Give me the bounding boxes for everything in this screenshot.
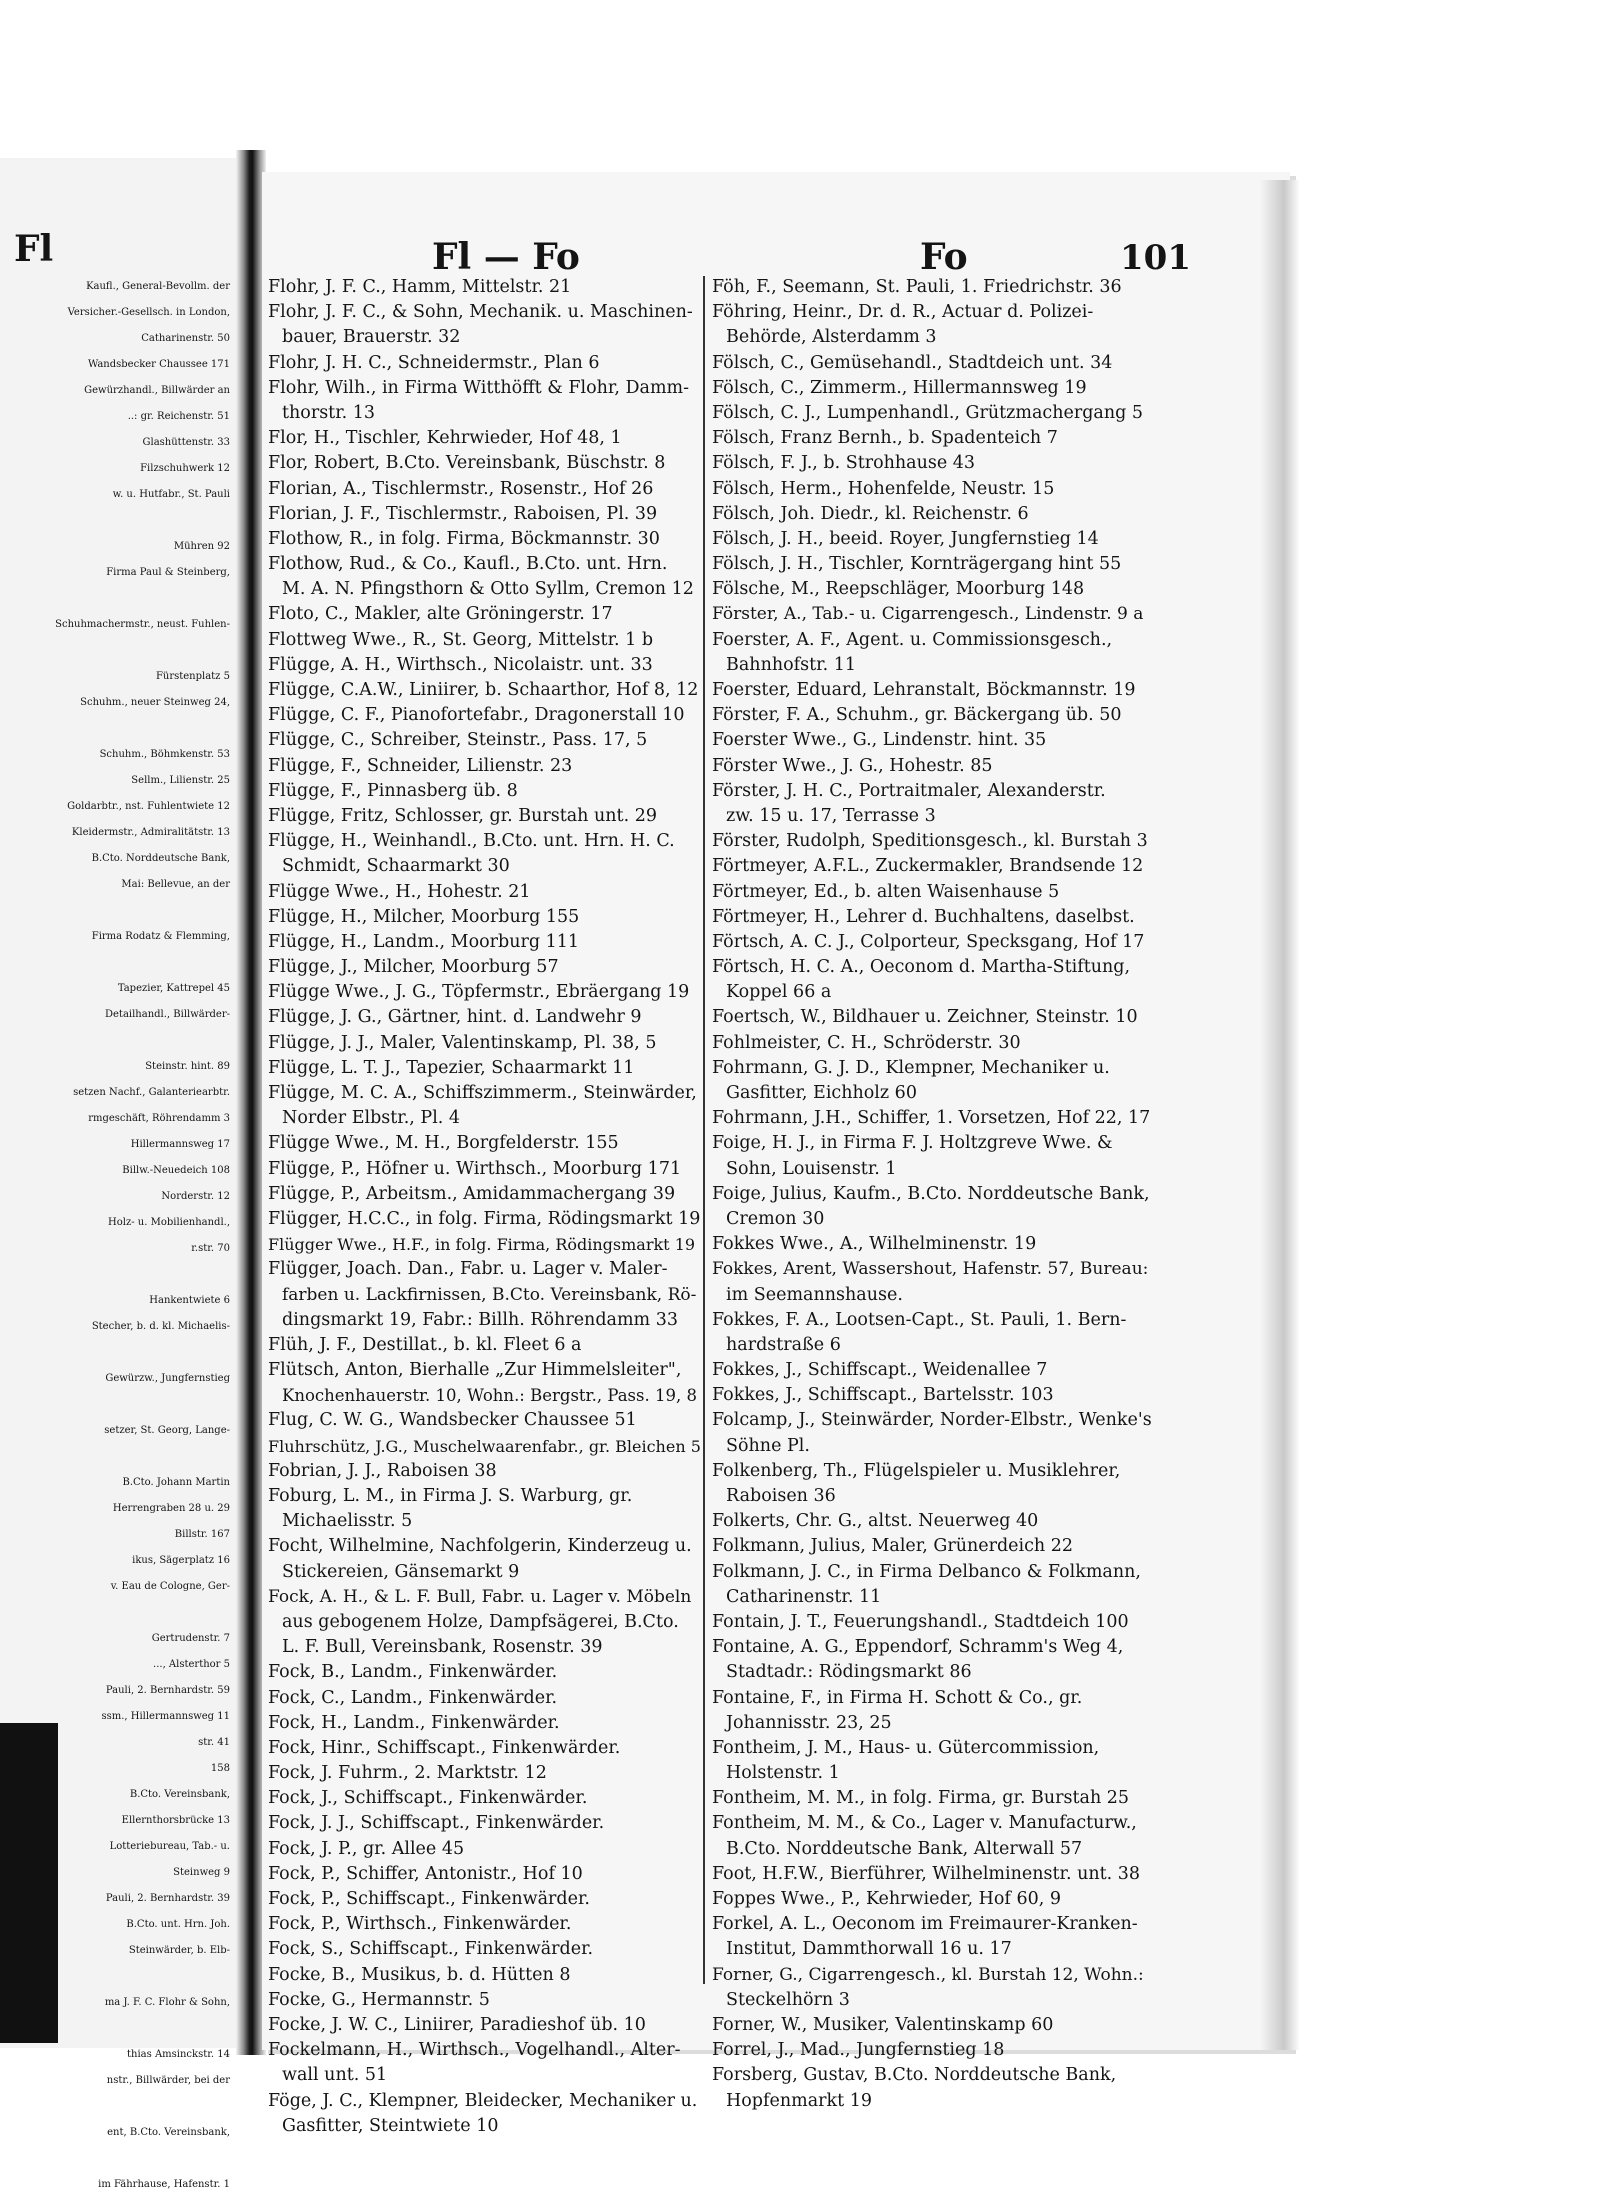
directory-entry-line: Fokkes, Arent, Wassershout, Hafenstr. 57, Bureau: bbox=[712, 1259, 1149, 1280]
directory-entry-line: Föge, J. C., Klempner, Bleidecker, Mechaniker u. bbox=[268, 2090, 698, 2111]
directory-entry-line: Förster, F. A., Schuhm., gr. Bäckergang üb. 50 bbox=[712, 705, 1122, 726]
left-page-line: Pauli, 2. Bernhardstr. 59 bbox=[105, 1685, 230, 1696]
left-page-line bbox=[0, 716, 238, 742]
left-page-line: ma J. F. C. Flohr & Sohn, bbox=[104, 1997, 230, 2008]
directory-entry-line: Fokkes, J., Schiffscapt., Weidenallee 7 bbox=[712, 1360, 1048, 1381]
directory-entry-line: Flohr, J. F. C., Hamm, Mittelstr. 21 bbox=[268, 277, 572, 297]
directory-entry-line: Foige, H. J., in Firma F. J. Holtzgreve Wwe. & bbox=[712, 1133, 1113, 1154]
directory-entry-line: Fohlmeister, C. H., Schröderstr. 30 bbox=[712, 1032, 1021, 1053]
directory-entry-line: Föhring, Heinr., Dr. d. R., Actuar d. Polizei- bbox=[712, 302, 1094, 323]
directory-entry-line: Foerster Wwe., G., Lindenstr. hint. 35 bbox=[712, 730, 1047, 751]
left-page-line: str. 41 bbox=[198, 1737, 230, 1748]
left-page-line: Fürstenplatz 5 bbox=[155, 671, 230, 682]
left-page-line bbox=[0, 1392, 238, 1418]
directory-entry-line: Flügge, A. H., Wirthsch., Nicolaistr. unt. 33 bbox=[268, 654, 653, 675]
directory-entry-line: Folkenberg, Th., Flügelspieler u. Musiklehrer, bbox=[712, 1460, 1121, 1481]
directory-entry-line: Förtmeyer, H., Lehrer d. Buchhaltens, daselbst. bbox=[712, 906, 1135, 927]
left-page-line: Kleidermstr., Admiralitätstr. 13 bbox=[71, 827, 230, 838]
left-page-line: Sellm., Lilienstr. 25 bbox=[131, 775, 230, 786]
left-page-line: Tapezier, Kattrepel 45 bbox=[117, 983, 230, 994]
left-page-line: Steinweg 9 bbox=[173, 1867, 230, 1878]
directory-entry-line: Flügge, Fritz, Schlosser, gr. Burstah unt. 29 bbox=[268, 805, 657, 826]
directory-entry-line: Fock, Hinr., Schiffscapt., Finkenwärder. bbox=[268, 1737, 621, 1758]
directory-entry-line: Foppes Wwe., P., Kehrwieder, Hof 60, 9 bbox=[712, 1889, 1061, 1909]
directory-entry-line: Flügge, H., Weinhandl., B.Cto. unt. Hrn. H. C. bbox=[268, 831, 675, 852]
left-page-line: Stecher, b. d. kl. Michaelis- bbox=[91, 1321, 230, 1332]
left-page-line bbox=[0, 586, 238, 612]
directory-entry-line: Fontheim, J. M., Haus- u. Gütercommission, bbox=[712, 1737, 1100, 1758]
left-page-line: thias Amsinckstr. 14 bbox=[127, 2049, 230, 2060]
left-page-line bbox=[0, 1600, 238, 1626]
directory-entry-line: Flügge, C., Schreiber, Steinstr., Pass. 17, 5 bbox=[268, 730, 648, 751]
left-page-line: Filzschuhwerk 12 bbox=[140, 463, 230, 474]
directory-column-right bbox=[712, 275, 1152, 2114]
left-page-line: 158 bbox=[210, 1763, 230, 1774]
directory-entry-line: Fock, A. H., & L. F. Bull, Fabr. u. Lager v. Möbeln bbox=[268, 1586, 692, 1607]
left-page-line: w. u. Hutfabr., St. Pauli bbox=[112, 489, 230, 500]
directory-entry-line: Flügge Wwe., H., Hohestr. 21 bbox=[268, 881, 531, 902]
directory-entry-line: Fölsch, Franz Bernh., b. Spadenteich 7 bbox=[712, 428, 1058, 449]
left-page-line: Firma Paul & Steinberg, bbox=[106, 567, 230, 578]
directory-entry-line: Steckelhörn 3 bbox=[726, 1989, 850, 2010]
directory-entry-line: Forsberg, Gustav, B.Cto. Norddeutsche Bank, bbox=[712, 2065, 1117, 2086]
left-page-line: Schuhmachermstr., neust. Fuhlen- bbox=[55, 619, 230, 630]
directory-entry-line: Flügge, J. J., Maler, Valentinskamp, Pl. 38, 5 bbox=[268, 1032, 657, 1053]
directory-entry-line: Flügge, F., Pinnasberg üb. 8 bbox=[268, 780, 518, 801]
directory-entry-line: Flohr, J. H. C., Schneidermstr., Plan 6 bbox=[268, 352, 600, 373]
directory-entry-line: Schmidt, Schaarmarkt 30 bbox=[282, 856, 510, 877]
directory-entry-line: Foerster, Eduard, Lehranstalt, Böckmannstr. 19 bbox=[712, 680, 1136, 700]
directory-entry-line: Flügge, C.A.W., Liniirer, b. Schaarthor, Hof 8, 12 bbox=[268, 680, 699, 700]
directory-entry-line: Flügge, C. F., Pianofortefabr., Dragonerstall 10 bbox=[268, 705, 685, 726]
left-page-line bbox=[0, 1028, 238, 1054]
left-page-line: Pauli, 2. Bernhardstr. 39 bbox=[105, 1893, 230, 1904]
left-page-line bbox=[0, 2146, 238, 2172]
left-page-fragment bbox=[0, 158, 238, 2190]
directory-entry-line: Folkerts, Chr. G., altst. Neuerweg 40 bbox=[712, 1511, 1039, 1532]
directory-entry-line: Forner, G., Cigarrengesch., kl. Burstah 12, Wohn.: bbox=[712, 1964, 1144, 1985]
directory-entry-line: Raboisen 36 bbox=[726, 1486, 836, 1506]
directory-entry-line: Forrel, J., Mad., Jungfernstieg 18 bbox=[712, 2040, 1005, 2061]
directory-entry-line: Flügge, H., Milcher, Moorburg 155 bbox=[268, 906, 580, 927]
directory-entry-line: Flug, C. W. G., Wandsbecker Chaussee 51 bbox=[268, 1410, 637, 1431]
left-page-line: Mai: Bellevue, an der bbox=[121, 879, 230, 890]
directory-entry-line: Forkel, A. L., Oeconom im Freimaurer-Kranken- bbox=[712, 1914, 1138, 1935]
directory-entry-line: Focke, G., Hermannstr. 5 bbox=[268, 1989, 490, 2010]
directory-entry-line: Knochenhauerstr. 10, Wohn.: Bergstr., Pass. 19, 8 bbox=[282, 1386, 697, 1406]
left-page-line: nstr., Billwärder, bei der bbox=[106, 2075, 230, 2086]
left-page-line: Catharinenstr. 50 bbox=[141, 333, 230, 344]
left-page-line: Norderstr. 12 bbox=[161, 1191, 230, 1202]
left-page-line: Schuhm., Böhmkenstr. 53 bbox=[99, 749, 230, 760]
left-page-line: ssm., Hillermannsweg 11 bbox=[101, 1711, 230, 1722]
left-page-line: B.Cto. Vereinsbank, bbox=[129, 1789, 230, 1800]
directory-entry-line: Flügge, J., Milcher, Moorburg 57 bbox=[268, 957, 559, 978]
left-page-line: Glashüttenstr. 33 bbox=[142, 437, 230, 448]
left-page-line: Steinwärder, b. Elb- bbox=[128, 1945, 230, 1956]
left-page-line: Herrengraben 28 u. 29 bbox=[112, 1503, 230, 1514]
directory-entry-line: Forner, W., Musiker, Valentinskamp 60 bbox=[712, 2014, 1054, 2035]
page-edge-shadow bbox=[1260, 180, 1300, 2050]
left-page-line bbox=[0, 950, 238, 976]
left-page-line: ..., Alsterthor 5 bbox=[153, 1659, 230, 1670]
left-page-line: Gertrudenstr. 7 bbox=[151, 1633, 230, 1644]
column-divider bbox=[703, 276, 705, 1984]
directory-entry-line: Fokkes, F. A., Lootsen-Capt., St. Pauli, 1. Bern- bbox=[712, 1309, 1127, 1330]
directory-entry-line: Foige, Julius, Kaufm., B.Cto. Norddeutsche Bank, bbox=[712, 1183, 1150, 1204]
directory-entry-line: Fobrian, J. J., Raboisen 38 bbox=[268, 1460, 497, 1481]
directory-entry-line: Flor, Robert, B.Cto. Vereinsbank, Büschstr. 8 bbox=[268, 453, 666, 474]
directory-entry-line: Förtsch, H. C. A., Oeconom d. Martha-Stiftung, bbox=[712, 957, 1131, 978]
left-page-line bbox=[0, 2094, 238, 2120]
left-page-line: Billw.-Neuedeich 108 bbox=[122, 1165, 230, 1176]
directory-entry-line: hardstraße 6 bbox=[726, 1334, 841, 1355]
directory-entry-line: Fock, P., Schiffer, Antonistr., Hof 10 bbox=[268, 1863, 583, 1884]
directory-entry-line: Flügge, F., Schneider, Lilienstr. 23 bbox=[268, 755, 573, 776]
directory-entry-line: B.Cto. Norddeutsche Bank, Alterwall 57 bbox=[726, 1838, 1083, 1859]
directory-entry-line: Föh, F., Seemann, St. Pauli, 1. Friedrichstr. 36 bbox=[712, 277, 1122, 297]
directory-entry-line: Flügge, P., Höfner u. Wirthsch., Moorburg 171 bbox=[268, 1158, 682, 1179]
directory-entry-line: Fohrmann, G. J. D., Klempner, Mechaniker u. bbox=[712, 1057, 1110, 1078]
directory-entry-line: Förster, Rudolph, Speditionsgesch., kl. Burstah 3 bbox=[712, 831, 1148, 852]
left-page-line: Versicher.-Gesellsch. in London, bbox=[67, 307, 230, 318]
left-page-line: Firma Rodatz & Flemming, bbox=[91, 931, 230, 942]
directory-entry-line: Floto, C., Makler, alte Gröningerstr. 17 bbox=[268, 604, 613, 625]
directory-entry-line: Florian, A., Tischlermstr., Rosenstr., Hof 26 bbox=[268, 478, 654, 499]
left-page-line: Lotteriebureau, Tab.- u. bbox=[109, 1841, 230, 1852]
directory-entry-line: Fock, P., Wirthsch., Finkenwärder. bbox=[268, 1914, 572, 1935]
directory-entry-line: Förster, A., Tab.- u. Cigarrengesch., Lindenstr. 9 a bbox=[712, 604, 1144, 625]
left-page-line: Hillermannsweg 17 bbox=[130, 1139, 230, 1150]
directory-entry-line: Flügge, L. T. J., Tapezier, Schaarmarkt 11 bbox=[268, 1057, 635, 1078]
directory-entry-line: Foertsch, W., Bildhauer u. Zeichner, Steinstr. 10 bbox=[712, 1007, 1138, 1028]
directory-entry-line: Michaelisstr. 5 bbox=[282, 1511, 413, 1532]
directory-entry-line: Fock, J. Fuhrm., 2. Marktstr. 12 bbox=[268, 1763, 547, 1784]
directory-entry-line: Fock, J. J., Schiffscapt., Finkenwärder. bbox=[268, 1813, 605, 1834]
directory-entry-line: Fock, B., Landm., Finkenwärder. bbox=[268, 1662, 558, 1683]
directory-entry-line: dingsmarkt 19, Fabr.: Billh. Röhrendamm 33 bbox=[282, 1309, 678, 1330]
left-page-line: v. Eau de Cologne, Ger- bbox=[110, 1581, 230, 1592]
directory-entry-line: Fontaine, F., in Firma H. Schott & Co., gr. bbox=[712, 1687, 1083, 1708]
directory-entry-line: bauer, Brauerstr. 32 bbox=[282, 327, 461, 348]
directory-entry-line: Fock, S., Schiffscapt., Finkenwärder. bbox=[268, 1939, 594, 1960]
directory-entry-line: Flothow, Rud., & Co., Kaufl., B.Cto. unt. Hrn. bbox=[268, 554, 668, 575]
left-page-line: Holz- u. Mobilienhandl., bbox=[108, 1217, 230, 1228]
left-page-line: Schuhm., neuer Steinweg 24, bbox=[80, 697, 230, 708]
directory-entry-line: Fokkes, J., Schiffscapt., Bartelsstr. 103 bbox=[712, 1385, 1054, 1406]
running-header-range: Fl — Fo bbox=[432, 236, 580, 278]
directory-entry-line: Flohr, J. F. C., & Sohn, Mechanik. u. Maschinen- bbox=[268, 302, 693, 323]
directory-entry-line: Fölsch, C., Gemüsehandl., Stadtdeich unt. 34 bbox=[712, 352, 1113, 373]
running-header-letters: Fo bbox=[920, 236, 968, 278]
directory-entry-line: Focke, J. W. C., Liniirer, Paradieshof üb. 10 bbox=[268, 2014, 646, 2035]
directory-entry-line: Flügge Wwe., J. G., Töpfermstr., Ebräergang 19 bbox=[268, 982, 690, 1003]
directory-entry-line: Florian, J. F., Tischlermstr., Raboisen, Pl. 39 bbox=[268, 503, 658, 524]
directory-entry-line: Fock, J. P., gr. Allee 45 bbox=[268, 1838, 465, 1859]
directory-entry-line: Flügge, J. G., Gärtner, hint. d. Landwehr 9 bbox=[268, 1007, 642, 1028]
directory-entry-line: Förtmeyer, A.F.L., Zuckermakler, Brandsende 12 bbox=[712, 856, 1144, 877]
left-page-dark-edge bbox=[0, 1723, 58, 2043]
left-page-line: Billstr. 167 bbox=[174, 1529, 230, 1540]
left-page-line: rmgeschäft, Röhrendamm 3 bbox=[88, 1113, 230, 1124]
directory-entry-line: Fluhrschütz, J.G., Muschelwaarenfabr., gr. Bleichen 5 bbox=[268, 1436, 701, 1456]
directory-entry-line: Flottweg Wwe., R., St. Georg, Mittelstr. 1 b bbox=[268, 629, 654, 650]
left-page-line: Hankentwiete 6 bbox=[149, 1295, 230, 1306]
left-page-line bbox=[0, 898, 238, 924]
left-page-line bbox=[0, 638, 238, 664]
directory-entry-line: Flütsch, Anton, Bierhalle „Zur Himmelsleiter", bbox=[268, 1360, 682, 1381]
left-page-line: r.str. 70 bbox=[191, 1243, 230, 1254]
directory-entry-line: L. F. Bull, Vereinsbank, Rosenstr. 39 bbox=[282, 1637, 603, 1658]
directory-entry-line: Fontheim, M. M., in folg. Firma, gr. Burstah 25 bbox=[712, 1788, 1130, 1809]
left-page-line: Kaufl., General-Bevollm. der bbox=[86, 281, 230, 292]
directory-entry-line: Flügger, Joach. Dan., Fabr. u. Lager v. Maler- bbox=[268, 1259, 668, 1280]
directory-entry-line: Fölsche, M., Reepschläger, Moorburg 148 bbox=[712, 579, 1085, 600]
left-page-line: Wandsbecker Chaussee 171 bbox=[87, 359, 230, 370]
directory-entry-line: Fölsch, C. J., Lumpenhandl., Grützmachergang 5 bbox=[712, 402, 1144, 423]
directory-entry-line: Koppel 66 a bbox=[726, 982, 832, 1003]
directory-column-left bbox=[268, 275, 702, 2139]
directory-entry-line: Flothow, R., in folg. Firma, Böckmannstr. 30 bbox=[268, 528, 660, 549]
directory-entry-line: Förtmeyer, Ed., b. alten Waisenhause 5 bbox=[712, 881, 1060, 902]
directory-entry-line: Flor, H., Tischler, Kehrwieder, Hof 48, 1 bbox=[268, 428, 622, 449]
left-page-header: Fl bbox=[14, 228, 54, 270]
left-page-line: setzen Nachf., Galanteriearbtr. bbox=[73, 1087, 230, 1098]
directory-entry-line: Bahnhofstr. 11 bbox=[726, 654, 856, 675]
directory-entry-line: Foerster, A. F., Agent. u. Commissionsgesch., bbox=[712, 629, 1113, 650]
directory-entry-line: Sohn, Louisenstr. 1 bbox=[726, 1158, 897, 1179]
directory-entry-line: Gasfitter, Steintwiete 10 bbox=[282, 2115, 499, 2136]
left-page-line: ..: gr. Reichenstr. 51 bbox=[127, 411, 230, 422]
left-page-line bbox=[0, 1340, 238, 1366]
directory-entry-line: Flügge Wwe., M. H., Borgfelderstr. 155 bbox=[268, 1133, 619, 1154]
directory-entry-line: Fontaine, A. G., Eppendorf, Schramm's Weg 4, bbox=[712, 1637, 1124, 1658]
directory-entry-line: Flüh, J. F., Destillat., b. kl. Fleet 6 a bbox=[268, 1334, 582, 1355]
directory-entry-line: Stickereien, Gänsemarkt 9 bbox=[282, 1561, 520, 1582]
directory-entry-line: im Seemannshause. bbox=[726, 1284, 903, 1305]
directory-entry-line: farben u. Lackfirnissen, B.Cto. Vereinsbank, Rö- bbox=[282, 1284, 697, 1305]
directory-entry-line: Fölsch, J. H., Tischler, Kornträgergang hint 55 bbox=[712, 554, 1122, 575]
directory-entry-line: Fölsch, Herm., Hohenfelde, Neustr. 15 bbox=[712, 478, 1055, 499]
directory-entry-line: Fock, P., Schiffscapt., Finkenwärder. bbox=[268, 1889, 590, 1909]
left-page-line: Gewürzw., Jungfernstieg bbox=[105, 1373, 230, 1384]
directory-entry-line: Focht, Wilhelmine, Nachfolgerin, Kinderzeug u. bbox=[268, 1536, 692, 1557]
directory-entry-line: Behörde, Alsterdamm 3 bbox=[726, 327, 937, 348]
directory-entry-line: Fölsch, C., Zimmerm., Hillermannsweg 19 bbox=[712, 377, 1087, 398]
directory-entry-line: thorstr. 13 bbox=[282, 402, 376, 423]
directory-entry-line: Flohr, Wilh., in Firma Witthöfft & Flohr, Damm- bbox=[268, 377, 690, 398]
directory-entry-line: Cremon 30 bbox=[726, 1208, 825, 1229]
left-page-line: Goldarbtr., nst. Fuhlentwiete 12 bbox=[67, 801, 230, 812]
directory-entry-line: Flügge, H., Landm., Moorburg 111 bbox=[268, 931, 580, 952]
left-page-line bbox=[0, 1262, 238, 1288]
directory-entry-line: Flügge, P., Arbeitsm., Amidammachergang 39 bbox=[268, 1183, 676, 1204]
directory-entry-line: Institut, Dammthorwall 16 u. 17 bbox=[726, 1939, 1012, 1960]
directory-entry-line: Catharinenstr. 11 bbox=[726, 1586, 882, 1607]
directory-entry-line: Fohrmann, J.H., Schiffer, 1. Vorsetzen, Hof 22, 17 bbox=[712, 1108, 1151, 1129]
directory-entry-line: Gasfitter, Eichholz 60 bbox=[726, 1083, 917, 1103]
directory-entry-line: zw. 15 u. 17, Terrasse 3 bbox=[726, 805, 936, 826]
page-number: 101 bbox=[1120, 238, 1191, 278]
left-page-line: Mühren 92 bbox=[173, 541, 230, 552]
directory-entry-line: Hopfenmarkt 19 bbox=[726, 2090, 872, 2111]
directory-entry-line: Fock, H., Landm., Finkenwärder. bbox=[268, 1712, 560, 1733]
directory-entry-line: aus gebogenem Holze, Dampfsägerei, B.Cto. bbox=[282, 1611, 679, 1632]
directory-entry-line: wall unt. 51 bbox=[282, 2065, 388, 2086]
directory-entry-line: Folkmann, J. C., in Firma Delbanco & Folkmann, bbox=[712, 1561, 1141, 1582]
directory-entry-line: Fölsch, J. H., beeid. Royer, Jungfernstieg 14 bbox=[712, 528, 1099, 549]
directory-entry-line: Norder Elbstr., Pl. 4 bbox=[282, 1108, 461, 1129]
left-page-line: Ellernthorsbrücke 13 bbox=[121, 1815, 230, 1826]
directory-entry-line: Förtsch, A. C. J., Colporteur, Specksgang, Hof 17 bbox=[712, 931, 1145, 952]
directory-entry-line: M. A. N. Pfingsthorn & Otto Syllm, Cremon 12 bbox=[282, 579, 694, 600]
directory-entry-line: Stadtadr.: Rödingsmarkt 86 bbox=[726, 1662, 972, 1683]
left-page-line: setzer, St. Georg, Lange- bbox=[104, 1425, 230, 1436]
left-page-line: im Fährhause, Hafenstr. 1 bbox=[98, 2179, 230, 2190]
left-page-line: Steinstr. hint. 89 bbox=[145, 1061, 230, 1072]
directory-entry-line: Flügger Wwe., H.F., in folg. Firma, Rödingsmarkt 19 bbox=[268, 1235, 696, 1255]
directory-entry-line: Flügge, M. C. A., Schiffszimmerm., Steinwärder, bbox=[268, 1083, 697, 1103]
left-page-line bbox=[0, 1444, 238, 1470]
directory-entry-line: Folkmann, Julius, Maler, Grünerdeich 22 bbox=[712, 1536, 1074, 1557]
left-page-line: Gewürzhandl., Billwärder an bbox=[84, 385, 230, 396]
directory-entry-line: Fockelmann, H., Wirthsch., Vogelhandl., Alter- bbox=[268, 2040, 681, 2061]
directory-entry-line: Johannisstr. 23, 25 bbox=[726, 1712, 892, 1733]
directory-entry-line: Fock, J., Schiffscapt., Finkenwärder. bbox=[268, 1788, 588, 1809]
left-page-line: B.Cto. Norddeutsche Bank, bbox=[91, 853, 230, 864]
directory-entry-line: Förster Wwe., J. G., Hohestr. 85 bbox=[712, 755, 993, 776]
directory-entry-line: Fölsch, F. J., b. Strohhause 43 bbox=[712, 453, 976, 474]
directory-entry-line: Fölsch, Joh. Diedr., kl. Reichenstr. 6 bbox=[712, 503, 1029, 524]
left-page-line: B.Cto. Johann Martin bbox=[122, 1477, 230, 1488]
directory-entry-line: Flügger, H.C.C., in folg. Firma, Rödingsmarkt 19 bbox=[268, 1208, 701, 1229]
left-page-line: Detailhandl., Billwärder- bbox=[104, 1009, 230, 1020]
directory-entry-line: Fontain, J. T., Feuerungshandl., Stadtdeich 100 bbox=[712, 1611, 1129, 1632]
directory-entry-line: Foot, H.F.W., Bierführer, Wilhelminenstr. unt. 38 bbox=[712, 1863, 1141, 1884]
directory-entry-line: Fokkes Wwe., A., Wilhelminenstr. 19 bbox=[712, 1234, 1037, 1255]
directory-entry-line: Söhne Pl. bbox=[726, 1435, 810, 1456]
directory-entry-line: Fontheim, M. M., & Co., Lager v. Manufacturw., bbox=[712, 1813, 1137, 1834]
left-page-line: ikus, Sägerplatz 16 bbox=[132, 1555, 230, 1566]
directory-entry-line: Fock, C., Landm., Finkenwärder. bbox=[268, 1687, 558, 1708]
directory-entry-line: Focke, B., Musikus, b. d. Hütten 8 bbox=[268, 1964, 571, 1985]
directory-entry-line: Förster, J. H. C., Portraitmaler, Alexanderstr. bbox=[712, 780, 1106, 801]
directory-entry-line: Foburg, L. M., in Firma J. S. Warburg, gr. bbox=[268, 1486, 633, 1506]
directory-entry-line: Holstenstr. 1 bbox=[726, 1763, 840, 1784]
left-page-line: ent, B.Cto. Vereinsbank, bbox=[107, 2127, 230, 2138]
left-page-line bbox=[0, 508, 238, 534]
directory-entry-line: Folcamp, J., Steinwärder, Norder-Elbstr., Wenke's bbox=[712, 1410, 1152, 1431]
left-page-line: B.Cto. unt. Hrn. Joh. bbox=[126, 1919, 230, 1930]
